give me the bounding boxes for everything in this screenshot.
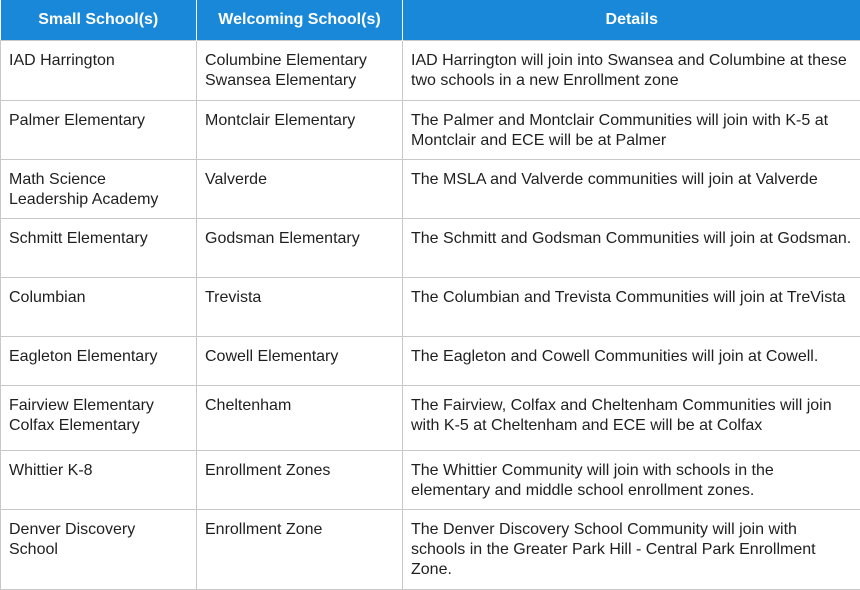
table-row: [1, 385, 860, 450]
welcoming-school-cell: Cowell Elementary: [197, 336, 403, 385]
details-cell: The Eagleton and Cowell Communities will join at Cowell.: [403, 336, 860, 385]
small-school-cell: Columbian: [1, 277, 197, 336]
details-cell: The Palmer and Montclair Communities will join with K-5 at Montclair and ECE will be at Palmer: [403, 100, 860, 159]
table-row: [1, 450, 860, 509]
details-cell: IAD Harrington will join into Swansea and Columbine at these two schools in a new Enrollment zone: [403, 40, 860, 100]
welcoming-school-cell: Cheltenham: [197, 385, 403, 450]
details-cell: The MSLA and Valverde communities will join at Valverde: [403, 159, 860, 218]
welcoming-school-cell: Trevista: [197, 277, 403, 336]
table-row: [1, 277, 860, 336]
details-cell: The Denver Discovery School Community will join with schools in the Greater Park Hill - Central Park Enrollment Zone.: [403, 509, 860, 589]
table-row: [1, 336, 860, 385]
table-row: [1, 159, 860, 218]
details-cell: The Columbian and Trevista Communities will join at TreVista: [403, 277, 860, 336]
welcoming-school-cell: Valverde: [197, 159, 403, 218]
welcoming-school-cell: Enrollment Zone: [197, 509, 403, 589]
table-row: [1, 40, 860, 100]
small-school-cell: Eagleton Elementary: [1, 336, 197, 385]
welcoming-school-cell: Godsman Elementary: [197, 218, 403, 277]
table-row: [1, 218, 860, 277]
welcoming-school-cell: Montclair Elementary: [197, 100, 403, 159]
table-header: [1, 0, 860, 40]
header-row: [1, 0, 860, 40]
table-row: [1, 509, 860, 589]
table-body: [1, 40, 860, 589]
small-school-cell: Schmitt Elementary: [1, 218, 197, 277]
small-school-cell: Math Science Leadership Academy: [1, 159, 197, 218]
table-row: [1, 100, 860, 159]
details-cell: The Fairview, Colfax and Cheltenham Communities will join with K-5 at Cheltenham and ECE will be at Colfax: [403, 385, 860, 450]
details-cell: The Whittier Community will join with schools in the elementary and middle school enrollment zones.: [403, 450, 860, 509]
small-school-cell: Fairview Elementary Colfax Elementary: [1, 385, 197, 450]
header-welcoming-schools: Welcoming School(s): [197, 0, 403, 40]
welcoming-school-cell: Enrollment Zones: [197, 450, 403, 509]
small-school-cell: Denver Discovery School: [1, 509, 197, 589]
header-details: Details: [403, 0, 860, 40]
welcoming-school-cell: Columbine Elementary Swansea Elementary: [197, 40, 403, 100]
details-cell: The Schmitt and Godsman Communities will join at Godsman.: [403, 218, 860, 277]
small-school-cell: Whittier K-8: [1, 450, 197, 509]
small-school-cell: IAD Harrington: [1, 40, 197, 100]
small-school-cell: Palmer Elementary: [1, 100, 197, 159]
header-small-schools: Small School(s): [1, 0, 197, 40]
